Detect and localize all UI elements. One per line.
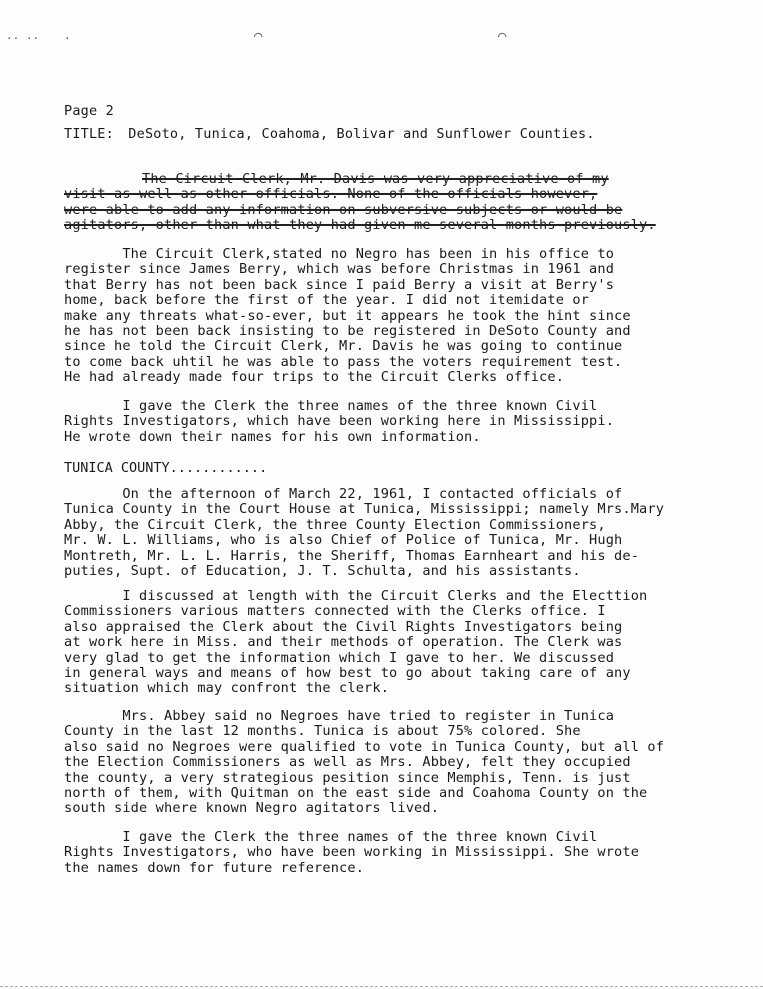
text-line: situation which may confront the clerk. <box>64 680 390 697</box>
text-line: I gave the Clerk the three names of the three known Civil <box>64 829 598 845</box>
text-line: since he told the Circuit Clerk, Mr. Davis he was going to continue <box>64 338 623 355</box>
text-line: that Berry has not been back since I paid Berry a visit at Berry's <box>64 276 615 293</box>
text-line: also appraised the Clerk about the Civil Rights Investigators being <box>64 618 623 635</box>
paragraph-circuit-clerk <box>64 247 724 386</box>
text-line: puties, Supt. of Education, J. T. Schulta, and his assistants. <box>64 563 581 580</box>
text-line: very glad to get the information which I gave to her. We discussed <box>64 649 615 666</box>
page-number: Page 2 <box>64 103 114 119</box>
scan-mark-right: ⌒ <box>498 28 507 44</box>
text-line: Commissioners various matters connected with the Clerks office. I <box>64 603 606 620</box>
text-line: register since James Berry, which was before Christmas in 1961 and <box>64 261 615 278</box>
text-line: The Circuit Clerk,stated no Negro has been in his office to <box>64 246 615 262</box>
title-text: DeSoto, Tunica, Coahoma, Bolivar and Sunflower Counties. <box>128 126 595 142</box>
text-line: Rights Investigators, which have been working here in Mississippi. <box>64 413 615 430</box>
text-line: Rights Investigators, who have been working in Mississippi. She wrote <box>64 844 640 861</box>
text-line: Montreth, Mr. L. L. Harris, the Sheriff, Thomas Earnheart and his de- <box>64 547 640 564</box>
text-line: the county, a very strategious pesition since Memphis, Tenn. is just <box>64 769 631 786</box>
text-line: Tunica County in the Court House at Tunica, Mississippi; namely Mrs.Mary <box>64 501 665 518</box>
text-line: in general ways and means of how best to go about taking care of any <box>64 665 631 682</box>
text-line: he has not been back insisting to be registered in DeSoto County and <box>64 323 631 340</box>
scan-mark-center: ⌒ <box>254 28 263 44</box>
title-label: TITLE: <box>64 126 114 142</box>
text-line: He wrote down their names for his own information. <box>64 428 481 445</box>
text-line: to come back uhtil he was able to pass the voters requirement test. <box>64 353 623 370</box>
text-line: north of them, with Quitman on the east side and Coahoma County on the <box>64 785 648 802</box>
text-line: make any threats what-so-ever, but it appears he took the hint since <box>64 307 631 324</box>
text-line: home, back before the first of the year. I did not itemidate or <box>64 292 590 309</box>
struck-paragraph <box>64 172 724 234</box>
text-line: Mr. W. L. Williams, who is also Chief of Police of Tunica, Mr. Hugh <box>64 532 623 549</box>
text-line: He had already made four trips to the Circuit Clerks office. <box>64 369 565 386</box>
scan-mark-small: · <box>64 32 71 45</box>
text-line: the names down for future reference. <box>64 859 365 876</box>
text-line: the Election Commissioners as well as Mrs. Abbey, felt they occupied <box>64 754 631 771</box>
text-line: County in the last 12 months. Tunica is about 75% colored. She <box>64 723 581 740</box>
text-line: at work here in Miss. and their methods of operation. The Clerk was <box>64 634 623 651</box>
paragraph-discussion <box>64 589 724 697</box>
text-line: also said no Negroes were qualified to vote in Tunica County, but all of <box>64 738 665 755</box>
text-line: Abby, the Circuit Clerk, the three County Election Commissioners, <box>64 516 606 533</box>
paragraph-investigators-desoto <box>64 399 724 445</box>
scan-edge-rule <box>0 986 763 987</box>
paragraph-mrs-abbey <box>64 709 724 817</box>
struck-line: were able to add any information on subversive subjects or would-be <box>64 201 623 218</box>
text-line: I gave the Clerk the three names of the three known Civil <box>64 398 598 414</box>
text-line: I discussed at length with the Circuit Clerks and the Electtion <box>64 588 648 604</box>
paragraph-investigators-tunica <box>64 830 724 876</box>
paragraph-tunica-officials <box>64 487 724 579</box>
section-heading-tunica: TUNICA COUNTY............ <box>64 460 268 476</box>
struck-line: agitators, other than what they had given me several months previously. <box>64 217 656 234</box>
text-line: On the afternoon of March 22, 1961, I contacted officials of <box>64 486 623 502</box>
document-title <box>64 126 595 142</box>
struck-line: visit as well as other officials. None of the officials however, <box>64 186 598 203</box>
struck-line: The Circuit Clerk, Mr. Davis was very appreciative of my <box>142 171 609 187</box>
text-line: south side where known Negro agitators lived. <box>64 800 440 817</box>
scan-mark-left: ·· ·· <box>6 32 40 45</box>
text-line: Mrs. Abbey said no Negroes have tried to register in Tunica <box>64 708 615 724</box>
